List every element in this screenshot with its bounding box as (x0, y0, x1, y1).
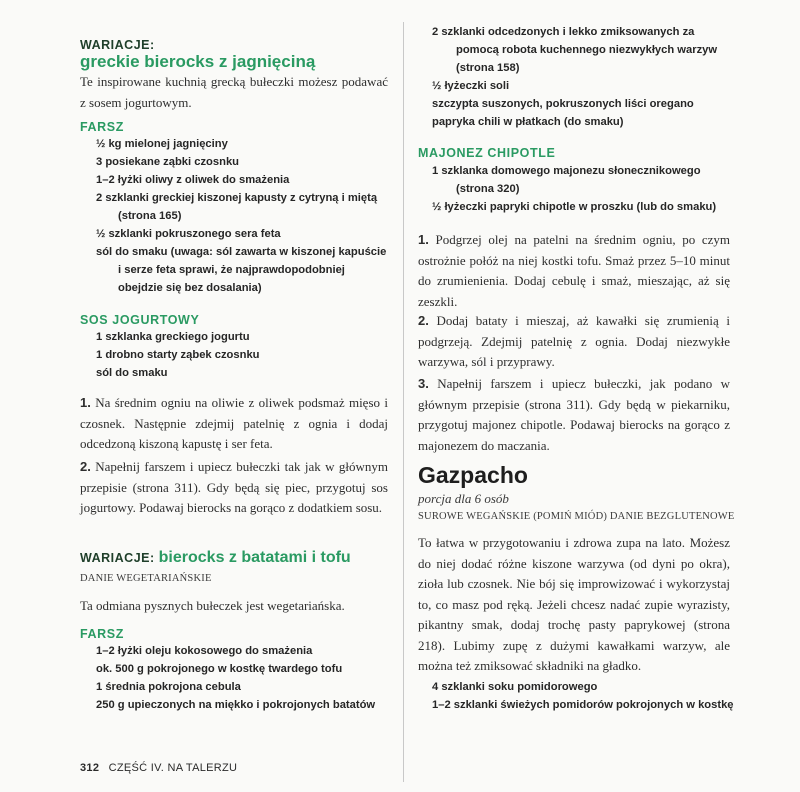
step-number: 2. (80, 459, 91, 474)
recipe-title: Gazpacho (418, 462, 528, 488)
ingredient-line: 250 g upieczonych na miękko i pokrojonych batatów (96, 699, 376, 711)
variation-label: WARIACJE: (80, 38, 155, 52)
ingredient-line: 1–2 szklanki świeżych pomidorów pokrojonych w kostkę (432, 699, 734, 711)
section-heading-farsz: FARSZ (80, 120, 124, 134)
variation-heading-2 (80, 549, 351, 567)
ingredient-line: 1 średnia pokrojona cebula (96, 681, 241, 693)
ingredient-line: ok. 500 g pokrojonego w kostkę twardego tofu (96, 663, 343, 675)
step-number: 1. (418, 232, 429, 247)
page-number: 312 (80, 762, 100, 774)
ingredient-line: i serze feta sprawi, że najprawdopodobniej (118, 264, 345, 276)
ingredient-line: sól do smaku (96, 367, 168, 379)
step-3 (418, 374, 730, 456)
step-text: Podgrzej olej na patelni na średnim ogniu, po czym ostrożnie połóż na niej kostki tofu. Smaż przez 5–10 minut do zrumienienia. Dodaj cebulę i smaż, mieszając, aż się zeszkli. (418, 232, 731, 309)
variation-intro: Te inspirowane kuchnią grecką bułeczki możesz podawać z sosem jogurtowym. (80, 74, 388, 110)
ingredient-line: papryka chili w płatkach (do smaku) (432, 116, 624, 128)
ingredient-line: 3 posiekane ząbki czosnku (96, 156, 240, 168)
section-name: CZĘŚĆ IV. NA TALERZU (108, 762, 238, 774)
ingredient-line: 2 szklanki greckiej kiszonej kapusty z cytryną i miętą (96, 192, 378, 204)
step-text: Dodaj bataty i mieszaj, aż kawałki się zrumienią i podgrzeją. Zdejmij patelnię z ognia. Dodaj niezwykłe warzywa, sól i przyprawy. (418, 313, 730, 369)
diet-tag: DANIE WEGETARIAŃSKIE (80, 573, 212, 584)
ingredient-line: 1 szklanka greckiego jogurtu (96, 331, 250, 343)
ingredient-line: 1 drobno starty ząbek czosnku (96, 349, 260, 361)
step-1 (80, 393, 388, 455)
ingredient-line: 1–2 łyżki oliwy z oliwek do smażenia (96, 174, 290, 186)
variation-label: WARIACJE: (80, 551, 155, 565)
step-1 (418, 230, 730, 312)
step-text: Napełnij farszem i upiecz bułeczki, jak podano w głównym przepisie (strona 311). Gdy będą w piekarniku, przygotuj majonez chipotle. Podawaj bierocks na gorąco z majonezem do maczania. (418, 376, 731, 453)
variation-intro: Ta odmiana pysznych bułeczek jest wegetariańska. (80, 598, 345, 613)
ingredient-line: (strona 320) (456, 183, 520, 195)
ingredient-line: 1–2 łyżki oleju kokosowego do smażenia (96, 645, 313, 657)
ingredient-line: ½ kg mielonej jagnięciny (96, 138, 228, 150)
ingredient-line: (strona 165) (118, 210, 182, 222)
ingredient-line: 1 szklanka domowego majonezu słonecznikowego (432, 165, 701, 177)
ingredient-line: sól do smaku (uwaga: sól zawarta w kiszonej kapuście (96, 246, 387, 258)
step-2 (80, 457, 388, 519)
portion-info: porcja dla 6 osób (418, 491, 509, 506)
ingredient-line: obejdzie się bez dosalania) (118, 282, 262, 294)
step-2 (418, 311, 730, 373)
step-text: Na średnim ogniu na oliwie z oliwek podsmaż mięso i czosnek. Następnie zdejmij patelnię z ognia i dodaj odcedzoną kiszoną kapustę i ser feta. (80, 395, 388, 451)
recipe-intro: To łatwa w przygotowaniu i zdrowa zupa na lato. Możesz do niej dodać różne kiszone warzywa (od dyni po okra), zioła lub czosnek. Nie bój się improwizować i wykorzystaj to, co masz pod ręką. Jeżeli chcesz nadać zupie wyrazisty, pikantny smak, dodaj trochę pasty paprykowej (strona 218). Lubimy zupę z dużymi kawałkami warzyw, ale można też zmiksować składniki na gładko. (418, 535, 730, 673)
ingredient-line: (strona 158) (456, 62, 520, 74)
ingredient-line: 4 szklanki soku pomidorowego (432, 681, 598, 693)
step-number: 3. (418, 376, 429, 391)
ingredient-line: 2 szklanki odcedzonych i lekko zmiksowanych za (432, 26, 695, 38)
column-divider (403, 22, 404, 782)
variation-title: bierocks z batatami i tofu (158, 549, 351, 566)
ingredient-line: ½ łyżeczki papryki chipotle w proszku (lub do smaku) (432, 201, 717, 213)
diet-tag: SUROWE WEGAŃSKIE (POMIŃ MIÓD) DANIE BEZGLUTENOWE (418, 511, 735, 522)
page-footer (80, 762, 237, 774)
section-heading-farsz: FARSZ (80, 627, 124, 641)
ingredient-line: ½ łyżeczki soli (432, 80, 510, 92)
ingredient-line: pomocą robota kuchennego niezwykłych warzyw (456, 44, 718, 56)
variation-title: greckie bierocks z jagnięciną (80, 52, 316, 71)
ingredient-line: ½ szklanki pokruszonego sera feta (96, 228, 281, 240)
section-heading-sos: SOS JOGURTOWY (80, 313, 200, 327)
step-text: Napełnij farszem i upiecz bułeczki tak jak w głównym przepisie (strona 311). Gdy będą się piec, przygotuj sos jogurtowy. Podawaj bierocks na gorąco z dodatkiem sosu. (80, 459, 389, 515)
section-heading-majonez: MAJONEZ CHIPOTLE (418, 146, 556, 160)
step-number: 2. (418, 313, 429, 328)
ingredient-line: szczypta suszonych, pokruszonych liści oregano (432, 98, 694, 110)
step-number: 1. (80, 395, 91, 410)
